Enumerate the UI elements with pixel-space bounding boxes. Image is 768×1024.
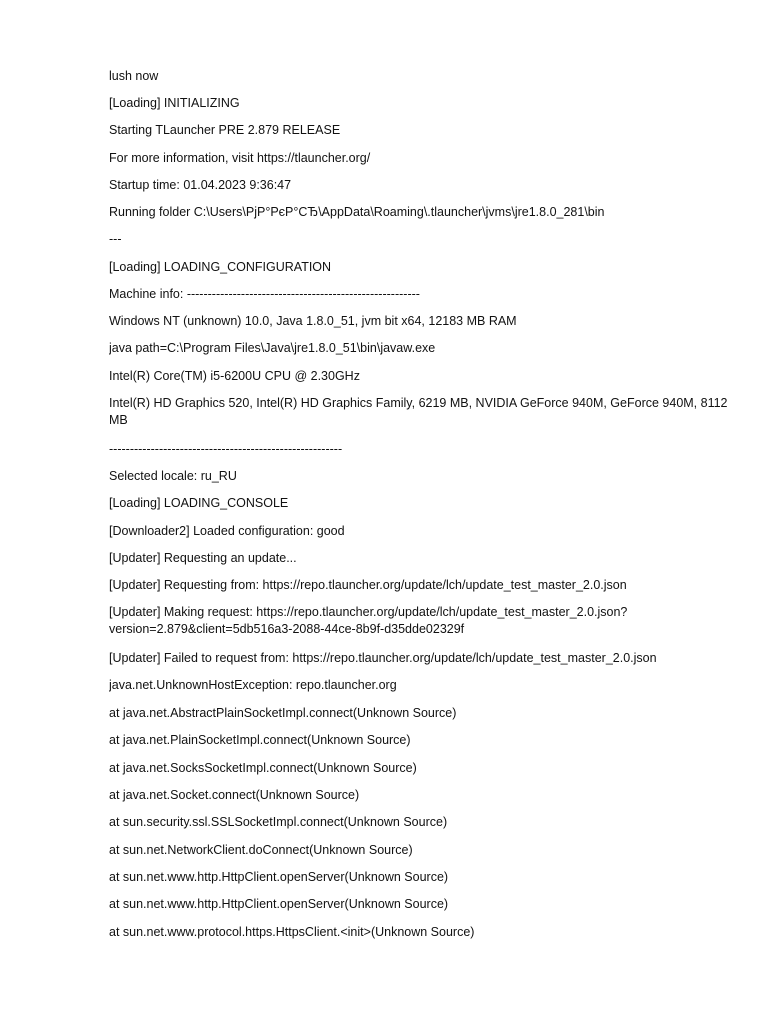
log-line: [Downloader2] Loaded configuration: good: [109, 524, 345, 538]
log-line: ---: [109, 232, 122, 246]
log-line: Startup time: 01.04.2023 9:36:47: [109, 178, 292, 192]
log-line: at sun.net.www.protocol.https.HttpsClient.<init>(Unknown Source): [109, 925, 475, 939]
log-line: at sun.net.NetworkClient.doConnect(Unknown Source): [109, 843, 413, 857]
log-line: Intel(R) Core(TM) i5-6200U CPU @ 2.30GHz: [109, 369, 360, 383]
log-line: at java.net.AbstractPlainSocketImpl.connect(Unknown Source): [109, 706, 457, 720]
log-line: at sun.net.www.http.HttpClient.openServer(Unknown Source): [109, 870, 449, 884]
log-line: Machine info: --------------------------------------------------------: [109, 287, 420, 301]
log-line: Windows NT (unknown) 10.0, Java 1.8.0_51, jvm bit x64, 12183 MB RAM: [109, 314, 517, 328]
log-line: lush now: [109, 69, 159, 83]
log-line: at sun.net.www.http.HttpClient.openServer(Unknown Source): [109, 897, 449, 911]
log-line: Starting TLauncher PRE 2.879 RELEASE: [109, 123, 341, 137]
log-line: For more information, visit https://tlauncher.org/: [109, 151, 371, 165]
log-line: at java.net.PlainSocketImpl.connect(Unknown Source): [109, 733, 411, 747]
log-line: Selected locale: ru_RU: [109, 469, 237, 483]
log-line: [Loading] LOADING_CONSOLE: [109, 496, 289, 510]
log-line: [Loading] INITIALIZING: [109, 96, 240, 110]
log-line: java.net.UnknownHostException: repo.tlauncher.org: [109, 678, 397, 692]
log-line: Running folder C:\Users\РјР°РєР°СЂ\AppData\Roaming\.tlauncher\jvms\jre1.8.0_281\bin: [109, 205, 605, 219]
log-line: Intel(R) HD Graphics 520, Intel(R) HD Graphics Family, 6219 MB, NVIDIA GeForce 940M, GeForce 940M, 8112 MB: [109, 396, 728, 427]
log-line: [Updater] Requesting from: https://repo.tlauncher.org/update/lch/update_test_master_2.0.json: [109, 578, 627, 592]
log-line: [Updater] Requesting an update...: [109, 551, 297, 565]
log-line: at java.net.SocksSocketImpl.connect(Unknown Source): [109, 761, 417, 775]
log-line: [Updater] Failed to request from: https://repo.tlauncher.org/update/lch/update_test_master_2.0.json: [109, 651, 657, 665]
log-line: [Loading] LOADING_CONFIGURATION: [109, 260, 332, 274]
log-line: at sun.security.ssl.SSLSocketImpl.connect(Unknown Source): [109, 815, 448, 829]
log-line: java path=C:\Program Files\Java\jre1.8.0_51\bin\javaw.exe: [109, 341, 436, 355]
log-line: --------------------------------------------------------: [109, 442, 343, 456]
log-line: at java.net.Socket.connect(Unknown Source): [109, 788, 360, 802]
log-line: [Updater] Making request: https://repo.tlauncher.org/update/lch/update_test_master_2.0.json?version=2.879&client=5db516a3-2088-44ce-8b9f-d35dde02329f: [109, 605, 628, 636]
